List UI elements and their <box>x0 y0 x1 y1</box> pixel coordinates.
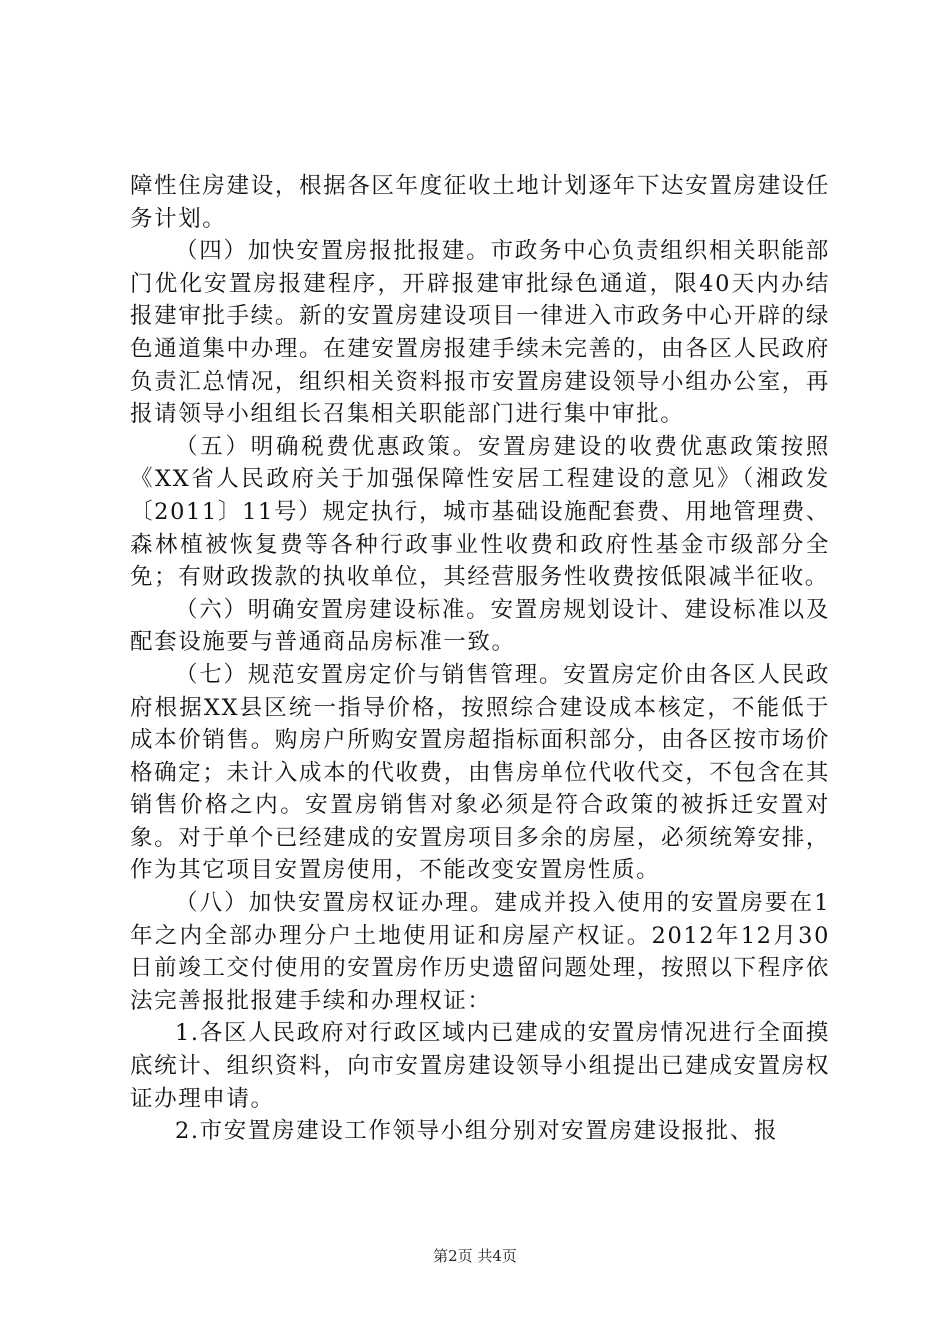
paragraph-section-8: （八）加快安置房权证办理。建成并投入使用的安置房要在1年之内全部办理分户土地使用证和房屋产权证。2012年12月30日前竣工交付使用的安置房作历史遗留问题处理，按照以下程序依法完善报批报建手续和办理权证： <box>130 890 830 1014</box>
paragraph-section-5: （五）明确税费优惠政策。安置房建设的收费优惠政策按照《XX省人民政府关于加强保障性安居工程建设的意见》（湘政发〔2011〕11号）规定执行，城市基础设施配套费、用地管理费、森林植被恢复费等各种行政事业性收费和政府性基金市级部分全免；有财政拨款的执收单位，其经营服务性收费按低限减半征收。 <box>130 433 830 591</box>
paragraph-continuation: 障性住房建设，根据各区年度征收土地计划逐年下达安置房建设任务计划。 <box>130 173 830 232</box>
paragraph-item-1: 1.各区人民政府对行政区域内已建成的安置房情况进行全面摸底统计、组织资料，向市安置房建设领导小组提出已建成安置房权证办理申请。 <box>130 1020 830 1112</box>
paragraph-section-4: （四）加快安置房报批报建。市政务中心负责组织相关职能部门优化安置房报建程序，开辟报建审批绿色通道，限40天内办结报建审批手续。新的安置房建设项目一律进入市政务中心开辟的绿色通道集中办理。在建安置房报建手续未完善的，由各区人民政府负责汇总情况，组织相关资料报市安置房建设领导小组办公室，再报请领导小组组长召集相关职能部门进行集中审批。 <box>130 238 830 428</box>
paragraph-section-7: （七）规范安置房定价与销售管理。安置房定价由各区人民政府根据XX县区统一指导价格，按照综合建设成本核定，不能低于成本价销售。购房户所购安置房超指标面积部分，由各区按市场价格确定；未计入成本的代收费，由售房单位代收代交，不包含在其销售价格之内。安置房销售对象必须是符合政策的被拆迁安置对象。对于单个已经建成的安置房项目多余的房屋，必须统筹安排，作为其它项目安置房使用，不能改变安置房性质。 <box>130 661 830 884</box>
paragraph-section-6: （六）明确安置房建设标准。安置房规划设计、建设标准以及配套设施要与普通商品房标准一致。 <box>130 596 830 656</box>
document-body <box>130 170 830 1148</box>
paragraph-item-2: 2.市安置房建设工作领导小组分别对安置房建设报批、报 <box>175 1118 779 1145</box>
page-number-footer: 第2页 共4页 <box>433 1247 517 1265</box>
